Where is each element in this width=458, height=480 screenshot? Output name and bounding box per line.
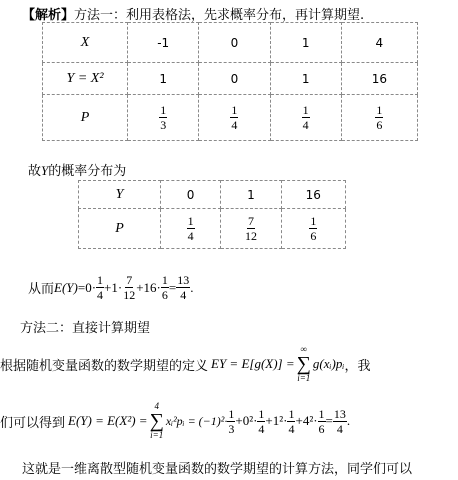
sigma-symbol: ∑ (296, 353, 311, 375)
distribution-caption (28, 160, 126, 179)
sum-upper: 4 (154, 401, 159, 411)
formula-term: +0²· (235, 413, 258, 428)
formula-term: = (168, 279, 177, 295)
fraction (159, 104, 167, 131)
fraction (244, 215, 258, 242)
numerator: 13 (333, 406, 346, 421)
table-cell (199, 95, 270, 141)
formula-end: . (190, 279, 194, 295)
table-row (79, 209, 346, 249)
fraction (302, 104, 310, 131)
lead-text: 从而 (28, 282, 55, 297)
table-cell (270, 95, 341, 141)
denominator: 12 (244, 229, 257, 243)
solution-header (22, 4, 364, 23)
numerator: 1 (310, 214, 317, 228)
sigma-symbol: ∑ (149, 410, 164, 432)
fraction (257, 408, 265, 435)
table-cell (128, 95, 199, 141)
numerator: 1 (160, 103, 167, 117)
closing-line: 这就是一维离散型随机变量函数的数学期望的计算方法，同学们可以 (22, 462, 413, 477)
table-cell: 16 (281, 181, 345, 209)
summation (297, 345, 311, 383)
formula-term: =0· (77, 279, 97, 295)
row-head-y: Y = X² (43, 63, 128, 95)
table-cell (160, 209, 220, 249)
table-cell: 1 (270, 23, 341, 63)
table-row (43, 23, 418, 63)
table-cell: 4 (341, 23, 417, 63)
numerator: 1 (228, 406, 235, 421)
solution-tag: 【解析】 (22, 8, 75, 23)
table-cell (341, 95, 417, 141)
table-cell (221, 209, 281, 249)
formula-right: g(xᵢ)pᵢ (312, 356, 345, 371)
table-cell: -1 (128, 23, 199, 63)
fraction (187, 215, 195, 242)
table-cell (281, 209, 345, 249)
row-head-p: P (43, 95, 128, 141)
denominator: 3 (228, 421, 235, 436)
computation-line (0, 402, 350, 440)
row-head-y: Y (79, 181, 161, 209)
table-cell: 1 (221, 181, 281, 209)
paragraph-text: 根据随机变量函数的数学期望的定义 (0, 358, 209, 374)
paragraph-text: 们可以得到 (0, 415, 66, 431)
fraction (375, 104, 383, 131)
denominator: 4 (231, 118, 238, 132)
numerator: 1 (231, 103, 238, 117)
fraction (230, 104, 238, 131)
expectation-line (28, 274, 193, 301)
fraction (96, 274, 104, 301)
table-cell: 0 (199, 63, 270, 95)
denominator: 4 (180, 288, 187, 302)
denominator: 4 (187, 229, 194, 243)
numerator: 1 (318, 406, 325, 421)
numerator: 1 (187, 214, 194, 228)
numerator: 1 (161, 273, 168, 287)
formula-term: +16· (136, 279, 161, 295)
denominator: 4 (97, 288, 104, 302)
formula-term: = (325, 413, 333, 428)
numerator: 1 (302, 103, 309, 117)
table-cell: 1 (128, 63, 199, 95)
method-one-text: 方法一：利用表格法，先求概率分布，再计算期望. (74, 8, 365, 23)
row-head-x: X (43, 23, 128, 63)
formula-lhs: E(Y) (54, 279, 78, 295)
formula-end: . (346, 413, 351, 428)
caption-suffix: 的概率分布为 (48, 164, 127, 179)
denominator: 6 (318, 421, 325, 436)
denominator: 4 (302, 118, 309, 132)
sum-body: xᵢ²pᵢ = (−1)²· (165, 413, 228, 428)
table-cell: 0 (160, 181, 220, 209)
formula-term: +1²· (265, 413, 288, 428)
numerator: 7 (126, 273, 133, 287)
formula-term: +4²· (295, 413, 318, 428)
caption-variable: Y (41, 163, 49, 178)
table-row (43, 63, 418, 95)
denominator: 4 (258, 421, 265, 436)
fraction (287, 408, 295, 435)
numerator: 1 (376, 103, 383, 117)
fraction (227, 408, 235, 435)
fraction (176, 274, 190, 301)
numerator: 7 (247, 214, 254, 228)
paragraph-end: ，我 (344, 358, 371, 374)
sum-lower: i=1 (297, 373, 311, 383)
numerator: 13 (177, 273, 190, 287)
numerator: 1 (288, 406, 295, 421)
denominator: 4 (336, 421, 343, 436)
table-cell: 0 (199, 23, 270, 63)
table-cell: 16 (341, 63, 417, 95)
fraction (122, 274, 136, 301)
denominator: 6 (310, 229, 317, 243)
fraction (333, 408, 347, 435)
formula-term: +1· (104, 279, 123, 295)
denominator: 6 (376, 118, 383, 132)
table-x-y-p (42, 22, 418, 141)
sum-lower: i=1 (150, 430, 164, 440)
fraction (318, 408, 326, 435)
formula-left: EY = E[g(X)] = (211, 356, 295, 371)
table-y-p (78, 180, 346, 249)
denominator: 6 (161, 288, 168, 302)
caption-prefix: 故 (28, 164, 42, 179)
method-two: 方法二：直接计算期望 (20, 321, 151, 336)
table-row (43, 95, 418, 141)
table-cell: 1 (270, 63, 341, 95)
table-row (79, 181, 346, 209)
fraction (309, 215, 317, 242)
denominator: 3 (160, 118, 167, 132)
numerator: 1 (258, 406, 265, 421)
numerator: 1 (97, 273, 104, 287)
sum-upper: ∞ (300, 344, 307, 354)
formula-left: E(Y) = E(X²) = (68, 413, 148, 428)
denominator: 12 (123, 288, 136, 302)
denominator: 4 (288, 421, 295, 436)
row-head-p: P (79, 209, 161, 249)
fraction (161, 274, 169, 301)
summation (150, 402, 164, 440)
definition-line (0, 345, 370, 383)
